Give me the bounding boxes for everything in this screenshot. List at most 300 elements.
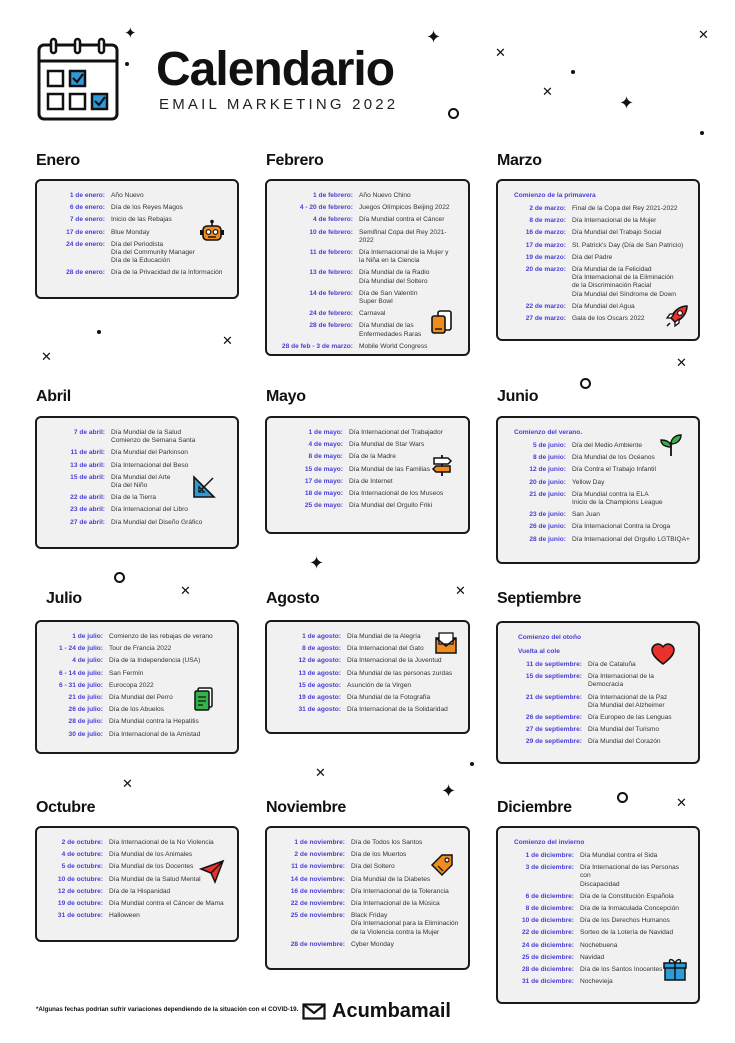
event-date: 22 de marzo:	[525, 302, 566, 310]
event-row	[506, 673, 690, 689]
event-date: 13 de febrero:	[309, 269, 353, 277]
dot-icon	[125, 62, 129, 66]
event-row	[506, 229, 690, 237]
cross-icon: ✕	[698, 28, 709, 43]
event-name: Blue Monday	[111, 228, 150, 236]
event-date: 31 de agosto:	[298, 706, 341, 714]
month-title: Junio	[497, 388, 539, 405]
event-name: Día Internacional del Trabajador	[349, 429, 443, 436]
event-name: Día Internacional de la Amistad	[109, 730, 201, 738]
event-name: Día de los Derechos Humanos	[580, 917, 670, 925]
ring-icon	[580, 378, 591, 389]
event-name: Día Mundial de la Radio Día Mundial del Soltero	[359, 269, 430, 285]
event-date: 10 de febrero:	[309, 228, 353, 236]
month-card	[496, 416, 700, 564]
event-date: 28 de noviembre:	[290, 940, 345, 948]
event-date: 25 de diciembre:	[521, 953, 574, 961]
event-name: Día de la Privacidad de la Información	[111, 269, 223, 277]
event-name: Día Mundial de las personas zurdas	[347, 669, 453, 677]
event-date: 21 de junio:	[529, 490, 566, 498]
cross-icon: ✕	[41, 350, 52, 365]
ring-icon	[448, 108, 459, 119]
dot-icon	[700, 131, 704, 135]
event-date: 28 de junio:	[529, 535, 566, 543]
month-card	[35, 416, 239, 549]
month-card	[496, 179, 700, 341]
event-row	[45, 718, 229, 726]
phone-icon	[429, 309, 455, 335]
event-date: 1 de febrero:	[313, 192, 353, 199]
envelope-icon	[433, 630, 459, 656]
event-name: Día de la Tierra	[111, 494, 157, 502]
event-row	[506, 205, 690, 213]
event-row	[45, 269, 229, 277]
page-title: Calendario	[156, 43, 395, 96]
event-name: Día Mundial del Diseño Gráfico	[111, 518, 203, 526]
event-row	[275, 269, 460, 285]
month-card	[265, 179, 470, 356]
event-date: 11 de noviembre:	[291, 863, 345, 871]
month-title: Septiembre	[497, 590, 582, 607]
sparkle-icon: ✦	[441, 781, 457, 802]
event-row	[275, 216, 460, 224]
event-name: St. Patrick's Day (Día de San Patricio)	[572, 241, 684, 249]
month-title: Febrero	[266, 152, 324, 169]
event-row	[275, 657, 460, 665]
event-name: Día de San Valentín Super Bowl	[359, 289, 418, 306]
event-date: 25 de mayo:	[304, 502, 343, 510]
event-name: Día Mundial de los Océanos	[572, 454, 655, 462]
dot-icon	[470, 762, 474, 766]
event-date: 8 de mayo:	[308, 453, 343, 461]
event-name: Día de Cataluña	[588, 661, 636, 668]
event-row	[275, 249, 460, 265]
event-date: 3 de diciembre:	[525, 864, 574, 872]
event-row	[506, 303, 690, 311]
event-date: 13 de agosto:	[298, 669, 341, 677]
event-name: Día Mundial del Arte Día del Niño	[111, 473, 171, 490]
footnote: *Algunas fechas podrían sufrir variaciones dependiendo de la situación con el COVID-19.	[36, 1006, 299, 1013]
event-name: Día de la Hispanidad	[109, 887, 171, 895]
event-row	[506, 864, 690, 889]
event-date: 15 de septiembre:	[525, 673, 582, 681]
event-name: Día Mundial de las Familias	[349, 465, 430, 473]
month-title: Noviembre	[266, 799, 346, 816]
month-card	[496, 826, 700, 1004]
heart-icon	[650, 641, 676, 667]
season-note: Comienzo del otoño Vuelta al cole	[518, 634, 582, 655]
ring-icon	[617, 792, 628, 803]
event-row	[506, 491, 690, 507]
event-date: 11 de febrero:	[309, 249, 353, 257]
event-date: 28 de diciembre:	[521, 966, 574, 974]
event-date: 1 de enero:	[69, 192, 105, 199]
month-title: Mayo	[266, 388, 306, 405]
event-date: 5 de junio:	[533, 442, 566, 449]
document-icon	[191, 686, 217, 712]
event-row	[275, 290, 460, 306]
event-row	[506, 479, 690, 487]
event-date: 31 de octubre:	[57, 912, 103, 920]
event-date: 1 de diciembre:	[525, 852, 574, 859]
event-row	[45, 204, 229, 212]
event-name: Día Mundial contra la Hepatitis	[109, 718, 199, 726]
event-name: Carnaval	[359, 310, 386, 318]
event-name: Día Internacional de la Solidaridad	[347, 706, 448, 714]
event-name: Gala de los Oscars 2022	[572, 315, 645, 323]
event-name: Día de Todos los Santos	[351, 839, 423, 846]
event-name: Día Internacional del Libro	[111, 506, 188, 514]
month-card	[35, 620, 239, 754]
event-date: 30 de julio:	[68, 730, 103, 738]
event-date: 6 - 14 de julio:	[59, 669, 103, 677]
event-name: Nochebuena	[580, 941, 618, 949]
event-date: 4 - 20 de febrero:	[299, 204, 353, 212]
event-name: Nochevieja	[580, 978, 613, 986]
event-date: 8 de junio:	[533, 454, 566, 462]
event-row	[45, 506, 229, 514]
event-name: Día del Padre	[572, 253, 613, 261]
event-date: 2 de octubre:	[61, 839, 103, 846]
cross-icon: ✕	[676, 356, 687, 371]
event-row	[506, 726, 690, 734]
event-name: Comienzo de las rebajas de verano	[109, 633, 213, 640]
event-name: Semifinal Copa del Rey 2021-2022	[359, 228, 447, 244]
event-date: 23 de junio:	[529, 511, 566, 519]
event-name: Final de la Copa del Rey 2021-2022	[572, 205, 678, 212]
event-date: 7 de enero:	[69, 216, 105, 224]
event-name: Día Mundial del Trabajo Social	[572, 229, 662, 237]
event-row	[506, 738, 690, 746]
event-row	[45, 633, 229, 641]
event-row	[506, 714, 690, 722]
event-name: Día Mundial de la Salud Comienzo de Semana Santa	[111, 429, 196, 445]
event-name: Cyber Monday	[351, 940, 394, 948]
event-name: San Juan	[572, 511, 600, 519]
event-name: Día Internacional de la Tolerancia	[351, 887, 449, 895]
event-name: Inicio de las Rebajas	[111, 216, 172, 224]
event-name: Día Internacional de la Paz Día Mundial del Alzheimer	[588, 693, 668, 709]
brand-name: Acumbamail	[332, 1000, 451, 1022]
month-card	[35, 826, 239, 942]
ring-icon	[114, 572, 125, 583]
event-date: 4 de mayo:	[308, 441, 343, 449]
event-row	[506, 852, 690, 860]
event-date: 21 de julio:	[68, 694, 103, 702]
event-date: 23 de abril:	[70, 506, 105, 514]
event-date: 17 de mayo:	[304, 477, 343, 485]
event-row	[275, 888, 460, 896]
month-title: Diciembre	[497, 799, 572, 816]
event-date: 20 de junio:	[529, 478, 566, 486]
event-name: Día Contra el Trabajo Infantil	[572, 466, 656, 474]
event-row	[275, 192, 460, 200]
event-row	[45, 192, 229, 200]
event-row	[275, 343, 460, 351]
event-row	[275, 490, 460, 498]
calendar-logo-icon	[37, 37, 119, 121]
event-row	[275, 682, 460, 690]
event-date: 18 de mayo:	[304, 490, 343, 498]
event-row	[275, 694, 460, 702]
event-date: 1 de agosto:	[302, 633, 341, 640]
season-note: Comienzo del invierno	[514, 839, 585, 846]
event-date: 24 de diciembre:	[521, 941, 574, 949]
event-name: Día Mundial contra el Cáncer de Mama	[109, 900, 224, 908]
event-name: Día Mundial de la Salud Mental	[109, 875, 201, 883]
event-row	[506, 266, 690, 299]
month-title: Enero	[36, 152, 80, 169]
cross-icon: ✕	[122, 777, 133, 792]
sparkle-icon: ✦	[309, 553, 325, 574]
event-row	[45, 912, 229, 920]
event-date: 19 de agosto:	[298, 694, 341, 702]
event-date: 6 - 31 de julio:	[59, 681, 103, 689]
event-name: Día del Soltero	[351, 863, 395, 871]
event-date: 8 de agosto:	[302, 645, 341, 653]
event-date: 13 de abril:	[70, 461, 105, 469]
event-date: 29 de septiembre:	[525, 738, 582, 746]
event-name: Tour de Francia 2022	[109, 645, 172, 653]
event-name: Día Mundial del Turismo	[588, 726, 660, 734]
event-date: 10 de octubre:	[57, 875, 103, 883]
event-name: Día Mundial de la Felicidad Día Internacional de la Eliminación de la Discriminación Racial Día Mundial del Síndrome de Down	[572, 266, 677, 298]
season-note: Comienzo del verano.	[514, 429, 583, 436]
event-date: 22 de diciembre:	[521, 929, 574, 937]
event-row	[45, 429, 229, 445]
sparkle-icon: ✦	[619, 93, 635, 114]
page-subtitle: EMAIL MARKETING 2022	[159, 96, 399, 113]
event-name: Día Internacional de la Música	[351, 900, 440, 908]
event-date: 1 - 24 de julio:	[59, 645, 103, 653]
month-title: Agosto	[266, 590, 320, 607]
event-name: Año Nuevo	[111, 192, 144, 199]
month-card	[265, 416, 470, 534]
month-title: Octubre	[36, 799, 96, 816]
event-row	[506, 466, 690, 474]
month-card	[265, 826, 470, 970]
event-row	[275, 900, 460, 908]
event-row	[275, 204, 460, 212]
event-name: Día Mundial del Perro	[109, 694, 173, 702]
event-name: Día Internacional del Gato	[347, 645, 424, 653]
event-name: Juegos Olímpicos Beijing 2022	[359, 204, 450, 212]
event-row	[45, 462, 229, 470]
event-date: 1 de mayo:	[308, 429, 343, 436]
cross-icon: ✕	[222, 334, 233, 349]
event-date: 25 de noviembre:	[290, 912, 345, 920]
event-row	[506, 694, 690, 710]
event-name: Black Friday Día Internacional para la Eliminación de la Violencia contra la Mujer	[351, 912, 459, 936]
event-date: 4 de febrero:	[313, 216, 353, 224]
event-row	[275, 912, 460, 937]
event-name: Día Internacional del Beso	[111, 461, 189, 469]
event-name: Día Mundial del Agua	[572, 302, 635, 310]
event-name: Navidad	[580, 953, 605, 961]
sparkle-icon: ✦	[124, 24, 137, 42]
event-date: 31 de diciembre:	[521, 978, 574, 986]
event-row	[506, 942, 690, 950]
month-title: Julio	[46, 590, 82, 607]
event-date: 6 de enero:	[69, 204, 105, 212]
event-name: Día Internacional de las Personas con Discapacidad	[580, 864, 679, 888]
month-card	[496, 621, 700, 764]
month-card	[265, 620, 470, 734]
event-name: Día Mundial del Corazón	[588, 738, 661, 746]
event-name: Día de los Santos Inocentes	[580, 966, 663, 974]
event-date: 12 de octubre:	[57, 887, 103, 895]
event-date: 15 de abril:	[70, 473, 105, 481]
event-name: Día del Periodista Día del Community Manager Día de la Educación	[111, 240, 195, 265]
event-name: Día Mundial de la Diabetes	[351, 875, 431, 883]
event-name: Día Mundial contra el Cáncer	[359, 216, 445, 224]
event-date: 8 de diciembre:	[525, 905, 574, 913]
event-row	[506, 893, 690, 901]
event-name: Asunción de la Virgen	[347, 681, 412, 689]
event-name: Sorteo de la Lotería de Navidad	[580, 929, 674, 937]
event-date: 21 de septiembre:	[525, 693, 582, 701]
event-date: 2 de noviembre:	[294, 851, 345, 859]
cross-icon: ✕	[455, 584, 466, 599]
envelope-logo-icon	[302, 1003, 326, 1020]
event-name: Día Mundial de los Animales	[109, 851, 193, 859]
event-row	[506, 511, 690, 519]
event-row	[45, 888, 229, 896]
event-row	[506, 315, 690, 323]
event-name: Día de los Muertos	[351, 851, 407, 859]
event-date: 27 de abril:	[70, 518, 105, 526]
cross-icon: ✕	[180, 584, 191, 599]
event-date: 22 de abril:	[70, 494, 105, 502]
month-card	[35, 179, 239, 299]
event-name: Eurocopa 2022	[109, 681, 154, 689]
cross-icon: ✕	[315, 766, 326, 781]
event-date: 14 de febrero:	[309, 289, 353, 297]
event-name: Día Internacional de los Museos	[349, 490, 444, 498]
event-name: Día Mundial de las Enfermedades Raras	[359, 322, 422, 338]
event-row	[506, 929, 690, 937]
event-name: Mobile World Congress	[359, 342, 428, 350]
event-date: 15 de agosto:	[298, 681, 341, 689]
event-date: 4 de octubre:	[61, 851, 103, 859]
event-name: San Fermín	[109, 669, 144, 677]
event-name: Día Mundial de Star Wars	[349, 441, 425, 449]
cross-icon: ✕	[676, 796, 687, 811]
event-row	[275, 706, 460, 714]
event-name: Día Internacional de la Juventud	[347, 657, 442, 665]
event-row	[506, 523, 690, 531]
cross-icon: ✕	[495, 46, 506, 61]
month-title: Abril	[36, 388, 71, 405]
triangle-ruler-icon	[191, 474, 217, 500]
paper-plane-icon	[199, 858, 225, 884]
event-name: Día Mundial contra el Sida	[580, 852, 658, 859]
event-name: Día Mundial de la Alegría	[347, 633, 421, 640]
event-date: 12 de junio:	[529, 466, 566, 474]
event-date: 11 de abril:	[70, 449, 105, 457]
event-row	[506, 917, 690, 925]
event-name: Día Mundial del Parkinson	[111, 449, 188, 457]
event-row	[45, 839, 229, 847]
event-name: Día Mundial de los Docentes	[109, 863, 194, 871]
event-date: 28 de julio:	[68, 718, 103, 726]
event-name: Día del Medio Ambiente	[572, 442, 643, 449]
event-date: 2 de marzo:	[529, 205, 566, 212]
event-date: 16 de marzo:	[525, 229, 566, 237]
event-name: Día Europeo de las Lenguas	[588, 714, 672, 722]
event-name: Día de la Madre	[349, 453, 396, 461]
dot-icon	[97, 330, 101, 334]
event-name: Día Mundial contra la ELA Inicio de la Champions League	[572, 490, 663, 507]
event-row	[506, 905, 690, 913]
event-row	[506, 242, 690, 250]
event-row	[275, 502, 460, 510]
robot-icon	[199, 219, 225, 245]
event-date: 7 de abril:	[73, 429, 105, 436]
event-date: 19 de marzo:	[525, 253, 566, 261]
event-row	[275, 429, 460, 437]
event-row	[275, 441, 460, 449]
event-row	[275, 941, 460, 949]
event-date: 20 de marzo:	[525, 266, 566, 274]
event-date: 27 de septiembre:	[525, 726, 582, 734]
event-date: 17 de enero:	[66, 228, 105, 236]
event-date: 6 de diciembre:	[525, 892, 574, 900]
signpost-icon	[429, 452, 455, 478]
event-date: 17 de marzo:	[525, 241, 566, 249]
event-name: Año Nuevo Chino	[359, 192, 411, 199]
event-row	[45, 900, 229, 908]
event-name: Día de Internet	[349, 477, 393, 485]
event-date: 24 de enero:	[66, 240, 105, 248]
event-row	[275, 670, 460, 678]
rocket-icon	[664, 303, 690, 329]
event-row	[45, 645, 229, 653]
event-row	[275, 839, 460, 847]
event-date: 28 de febrero:	[309, 322, 353, 330]
event-date: 11 de septiembre:	[526, 661, 582, 668]
event-name: Día Mundial del Orgullo Friki	[349, 502, 433, 510]
event-name: Día Internacional de la Mujer	[572, 217, 657, 225]
event-row	[45, 731, 229, 739]
event-name: Día Internacional del Orgullo LGTBIQA+	[572, 535, 690, 543]
event-name: Día Internacional de la No Violencia	[109, 839, 214, 846]
event-name: Día Internacional Contra la Droga	[572, 523, 671, 531]
event-name: Día Internacional de la Democracia	[588, 673, 654, 689]
event-date: 19 de octubre:	[57, 900, 103, 908]
event-date: 22 de noviembre:	[290, 900, 345, 908]
event-date: 28 de feb - 3 de marzo:	[281, 342, 353, 350]
event-date: 10 de diciembre:	[521, 917, 574, 925]
event-row	[45, 670, 229, 678]
event-date: 16 de noviembre:	[290, 887, 345, 895]
event-date: 1 de julio:	[72, 633, 103, 640]
sparkle-icon: ✦	[426, 27, 442, 48]
season-note: Comienzo de la primavera	[514, 192, 596, 199]
event-row	[506, 254, 690, 262]
event-date: 1 de noviembre:	[294, 839, 345, 846]
event-name: Día de los Abuelos	[109, 706, 164, 714]
event-name: Halloween	[109, 912, 140, 920]
event-name: Día de la Constitución Española	[580, 892, 674, 900]
event-date: 8 de marzo:	[529, 217, 566, 225]
event-name: Día de los Reyes Magos	[111, 204, 183, 212]
event-row	[45, 449, 229, 457]
event-row	[45, 519, 229, 527]
event-row	[275, 478, 460, 486]
event-name: Día Mundial de la Fotografía	[347, 694, 431, 702]
cross-icon: ✕	[542, 85, 553, 100]
